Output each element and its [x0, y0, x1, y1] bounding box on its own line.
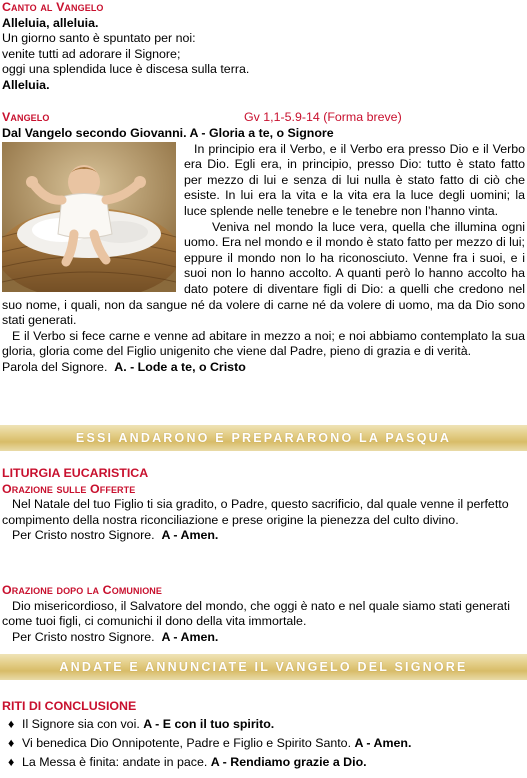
diamond-bullet-icon: ♦: [8, 717, 15, 731]
comunione-amen: A - Amen.: [161, 629, 219, 644]
riti-item: [2, 715, 525, 734]
riti-item-response: A - E con il tuo spirito.: [143, 717, 275, 731]
canto-line-1: Alleluia, alleluia.: [2, 15, 99, 30]
riti-item-text: Vi benedica Dio Onnipotente, Padre e Figlio e Spirito Santo.: [22, 736, 352, 750]
canto-line-3: venite tutti ad adorare il Signore;: [2, 46, 181, 61]
riti-item: [2, 753, 525, 772]
vangelo-paragraph-2: Veniva nel mondo la luce vera, quella che illumina ogni uomo. Era nel mondo e il mondo è stato fatto per mezzo di lui; eppure il mondo non lo ha riconosciuto. Venne fra i suoi, e i suoi non lo hanno accolto. A quanti però lo hanno accolto ha dato potere di diventare figli di Dio: a quelli che credono nel suo nome, i quali, non da sangue né da volere di carne né da volere di uomo, ma da Dio sono stati generati.: [2, 219, 525, 328]
baby-jesus-manger-image: [2, 142, 176, 292]
comunione-title: Orazione dopo la Comunione: [2, 583, 163, 597]
vangelo-response: A. - Lode a te, o Cristo: [114, 359, 246, 374]
comunione-end: Per Cristo nostro Signore.: [12, 629, 155, 644]
vangelo-paragraph-3: E il Verbo si fece carne e venne ad abitare in mezzo a noi; e noi abbiamo contemplato la sua gloria, gloria come del Figlio unigenito che viene dal Padre, pieno di grazia e di verità.: [2, 328, 525, 359]
offerte-end: Per Cristo nostro Signore.: [12, 528, 155, 543]
comunione-section: [2, 583, 525, 645]
vangelo-closing-line: [2, 360, 525, 376]
riti-item: [2, 734, 525, 753]
comunione-end-line: [2, 630, 525, 646]
liturgia-section: [2, 466, 525, 544]
vangelo-section: [2, 110, 525, 376]
liturgia-title: LITURGIA EUCARISTICA: [2, 466, 149, 480]
banner-essi-andarono: ESSI ANDARONO E PREPARARONO LA PASQUA: [0, 425, 527, 451]
offerte-title: Orazione sulle Offerte: [2, 481, 136, 496]
vangelo-paragraph-1: In principio era il Verbo, e il Verbo era presso Dio e il Verbo era Dio. Egli era, in principio, presso Dio: tutto è stato fatto per mezzo di lui e senza di lui nulla è stato fatto di ciò che esiste. In lui era la vita e la vita era la luce degli uomini; la luce splende nelle tenebre e le tenebre non l’hanno vinta.: [184, 141, 525, 218]
riti-item-text: La Messa è finita: andate in pace.: [22, 755, 208, 769]
vangelo-closing: Parola del Signore.: [2, 359, 108, 374]
vangelo-reference: Gv 1,1-5.9-14 (Forma breve): [244, 110, 402, 124]
vangelo-heading: Dal Vangelo secondo Giovanni. A - Gloria a te, o Signore: [2, 126, 334, 140]
canto-line-4: oggi una splendida luce è discesa sulla terra.: [2, 62, 250, 77]
vangelo-header: [2, 110, 525, 126]
comunione-text: Dio misericordioso, il Salvatore del mondo, che oggi è nato e nel quale siamo stati generati come tuoi figli, ci comunichi il dono della vita immortale.: [2, 598, 510, 629]
canto-line-2: Un giorno santo è spuntato per noi:: [2, 31, 196, 46]
manger-illustration: [2, 142, 176, 292]
riti-item-response: A - Amen.: [354, 736, 412, 750]
banner-andate-annunciate: ANDATE E ANNUNCIATE IL VANGELO DEL SIGNORE: [0, 654, 527, 680]
offerte-end-line: [2, 528, 525, 544]
canto-section: [2, 0, 525, 94]
diamond-bullet-icon: ♦: [8, 755, 15, 769]
canto-title: Canto al Vangelo: [2, 0, 104, 14]
canto-line-5: Alleluia.: [2, 77, 50, 92]
riti-section: [2, 697, 525, 772]
vangelo-title: Vangelo: [2, 110, 50, 124]
riti-title: RITI DI CONCLUSIONE: [2, 699, 137, 713]
offerte-amen: A - Amen.: [161, 528, 219, 543]
offerte-text: Nel Natale del tuo Figlio ti sia gradito, o Padre, questo sacrificio, dal quale venne il perfetto compimento della nostra riconciliazione e prese origine la pienezza del culto divino.: [2, 497, 509, 527]
diamond-bullet-icon: ♦: [8, 736, 15, 750]
riti-item-text: Il Signore sia con voi.: [22, 717, 140, 731]
riti-item-response: A - Rendiamo grazie a Dio.: [210, 755, 367, 769]
